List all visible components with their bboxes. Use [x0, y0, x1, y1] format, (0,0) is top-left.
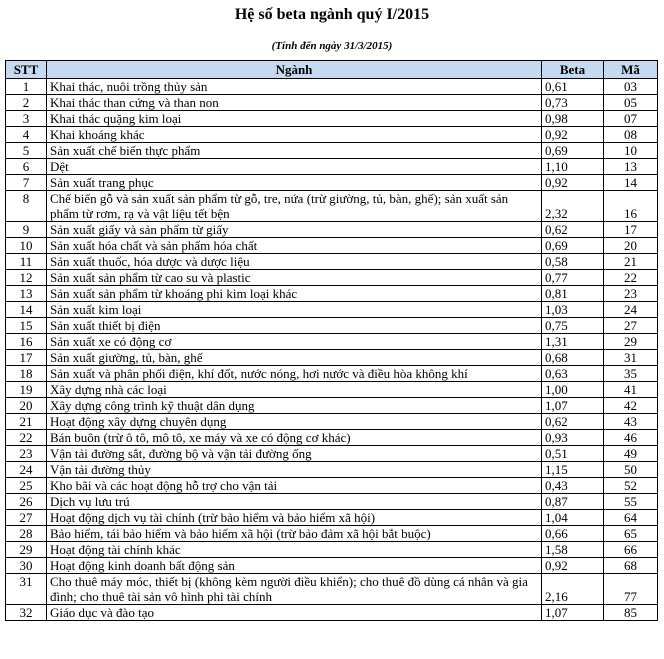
row-stt: 20	[6, 398, 47, 414]
row-code: 27	[604, 318, 658, 334]
table-row	[6, 95, 658, 111]
row-beta: 1,10	[542, 159, 604, 175]
row-beta: 0,75	[542, 318, 604, 334]
row-beta: 0,93	[542, 430, 604, 446]
row-code: 05	[604, 95, 658, 111]
row-beta: 1,31	[542, 334, 604, 350]
row-industry: Bảo hiểm, tái bảo hiểm và bảo hiểm xã hội (trừ bảo đảm xã hội bắt buộc)	[47, 526, 542, 542]
row-stt: 8	[6, 191, 47, 222]
table-row	[6, 574, 658, 605]
table-row	[6, 111, 658, 127]
row-industry: Hoạt động dịch vụ tài chính (trừ bảo hiểm và bảo hiểm xã hội)	[47, 510, 542, 526]
table-row	[6, 350, 658, 366]
table-row	[6, 334, 658, 350]
row-code: 35	[604, 366, 658, 382]
row-industry: Sản xuất xe có động cơ	[47, 334, 542, 350]
beta-table	[5, 60, 658, 621]
row-beta: 1,07	[542, 398, 604, 414]
table-row	[6, 318, 658, 334]
row-industry: Hoạt động tài chính khác	[47, 542, 542, 558]
row-industry: Sản xuất chế biến thực phẩm	[47, 143, 542, 159]
row-beta: 0,73	[542, 95, 604, 111]
row-stt: 5	[6, 143, 47, 159]
row-code: 29	[604, 334, 658, 350]
row-beta: 1,03	[542, 302, 604, 318]
row-industry: Chế biến gỗ và sản xuất sản phẩm từ gỗ, tre, nứa (trừ giường, tủ, bàn, ghế); sản xuất sản phẩm từ rơm, rạ và vật liệu tết bện	[47, 191, 542, 222]
row-code: 31	[604, 350, 658, 366]
row-stt: 19	[6, 382, 47, 398]
row-beta: 2,32	[542, 191, 604, 222]
row-stt: 9	[6, 222, 47, 238]
table-row	[6, 542, 658, 558]
row-code: 55	[604, 494, 658, 510]
row-code: 21	[604, 254, 658, 270]
row-beta: 0,69	[542, 238, 604, 254]
row-beta: 1,00	[542, 382, 604, 398]
table-row	[6, 286, 658, 302]
row-beta: 0,66	[542, 526, 604, 542]
table-row	[6, 478, 658, 494]
row-beta: 2,16	[542, 574, 604, 605]
row-stt: 28	[6, 526, 47, 542]
row-stt: 6	[6, 159, 47, 175]
header-industry: Ngành	[47, 61, 542, 79]
row-industry: Kho bãi và các hoạt động hỗ trợ cho vận tải	[47, 478, 542, 494]
row-stt: 7	[6, 175, 47, 191]
table-row	[6, 254, 658, 270]
table-row	[6, 398, 658, 414]
row-industry: Bán buôn (trừ ô tô, mô tô, xe máy và xe có động cơ khác)	[47, 430, 542, 446]
row-stt: 25	[6, 478, 47, 494]
row-code: 52	[604, 478, 658, 494]
row-industry: Hoạt động xây dựng chuyên dụng	[47, 414, 542, 430]
row-code: 77	[604, 574, 658, 605]
table-row	[6, 430, 658, 446]
row-industry: Khai khoáng khác	[47, 127, 542, 143]
row-industry: Khai thác quặng kim loại	[47, 111, 542, 127]
row-code: 50	[604, 462, 658, 478]
row-beta: 0,92	[542, 558, 604, 574]
row-beta: 1,58	[542, 542, 604, 558]
table-row	[6, 494, 658, 510]
row-code: 10	[604, 143, 658, 159]
row-industry: Sản xuất kim loại	[47, 302, 542, 318]
row-stt: 11	[6, 254, 47, 270]
page-title: Hệ số beta ngành quý I/2015	[234, 6, 430, 23]
table-row	[6, 302, 658, 318]
row-stt: 16	[6, 334, 47, 350]
table-row	[6, 191, 658, 222]
row-code: 08	[604, 127, 658, 143]
row-industry: Khai thác, nuôi trồng thủy sản	[47, 79, 542, 95]
row-stt: 4	[6, 127, 47, 143]
header-beta: Beta	[542, 61, 604, 79]
table-row	[6, 526, 658, 542]
table-row	[6, 175, 658, 191]
row-stt: 15	[6, 318, 47, 334]
row-industry: Sản xuất thuốc, hóa dược và dược liệu	[47, 254, 542, 270]
row-beta: 0,81	[542, 286, 604, 302]
header-code: Mã	[604, 61, 658, 79]
row-industry: Sản xuất hóa chất và sản phẩm hóa chất	[47, 238, 542, 254]
row-industry: Sản xuất giấy và sản phẩm từ giấy	[47, 222, 542, 238]
row-code: 14	[604, 175, 658, 191]
row-stt: 10	[6, 238, 47, 254]
row-stt: 21	[6, 414, 47, 430]
row-code: 42	[604, 398, 658, 414]
table-row	[6, 414, 658, 430]
row-industry: Xây dựng nhà các loại	[47, 382, 542, 398]
row-stt: 29	[6, 542, 47, 558]
row-industry: Giáo dục và đào tạo	[47, 605, 542, 621]
table-row	[6, 510, 658, 526]
row-beta: 0,43	[542, 478, 604, 494]
row-stt: 12	[6, 270, 47, 286]
row-beta: 0,61	[542, 79, 604, 95]
row-beta: 0,77	[542, 270, 604, 286]
row-code: 41	[604, 382, 658, 398]
row-code: 16	[604, 191, 658, 222]
row-stt: 26	[6, 494, 47, 510]
row-industry: Sản xuất trang phục	[47, 175, 542, 191]
row-industry: Sản xuất và phân phối điện, khí đốt, nước nóng, hơi nước và điều hòa không khí	[47, 366, 542, 382]
row-stt: 17	[6, 350, 47, 366]
row-beta: 0,68	[542, 350, 604, 366]
table-row	[6, 159, 658, 175]
row-code: 07	[604, 111, 658, 127]
row-code: 17	[604, 222, 658, 238]
row-industry: Dệt	[47, 159, 542, 175]
table-row	[6, 446, 658, 462]
table-row	[6, 143, 658, 159]
row-beta: 0,51	[542, 446, 604, 462]
row-code: 13	[604, 159, 658, 175]
row-beta: 0,62	[542, 222, 604, 238]
row-code: 03	[604, 79, 658, 95]
row-beta: 1,15	[542, 462, 604, 478]
row-industry: Dịch vụ lưu trú	[47, 494, 542, 510]
row-beta: 1,07	[542, 605, 604, 621]
row-industry: Hoạt động kinh doanh bất động sản	[47, 558, 542, 574]
row-industry: Vận tải đường thủy	[47, 462, 542, 478]
table-row	[6, 558, 658, 574]
row-code: 20	[604, 238, 658, 254]
table-row	[6, 605, 658, 621]
row-code: 85	[604, 605, 658, 621]
row-industry: Vận tải đường sắt, đường bộ và vận tải đường ống	[47, 446, 542, 462]
row-stt: 14	[6, 302, 47, 318]
table-row	[6, 270, 658, 286]
row-code: 68	[604, 558, 658, 574]
header-stt: STT	[6, 61, 47, 79]
row-industry: Cho thuê máy móc, thiết bị (không kèm người điều khiển); cho thuê đồ dùng cá nhân và gia đình; cho thuê tài sản vô hình phi tài chính	[47, 574, 542, 605]
row-stt: 23	[6, 446, 47, 462]
row-beta: 0,62	[542, 414, 604, 430]
row-beta: 0,63	[542, 366, 604, 382]
row-industry: Khai thác than cứng và than non	[47, 95, 542, 111]
row-stt: 31	[6, 574, 47, 605]
row-industry: Sản xuất sản phẩm từ khoáng phi kim loại khác	[47, 286, 542, 302]
table-row	[6, 127, 658, 143]
row-beta: 0,87	[542, 494, 604, 510]
page-subtitle: (Tính đến ngày 31/3/2015)	[271, 40, 393, 52]
row-stt: 24	[6, 462, 47, 478]
row-code: 65	[604, 526, 658, 542]
row-stt: 3	[6, 111, 47, 127]
row-stt: 30	[6, 558, 47, 574]
table-row	[6, 366, 658, 382]
row-stt: 27	[6, 510, 47, 526]
table-row	[6, 222, 658, 238]
row-beta: 0,92	[542, 127, 604, 143]
row-code: 23	[604, 286, 658, 302]
row-code: 46	[604, 430, 658, 446]
row-beta: 0,58	[542, 254, 604, 270]
row-industry: Sản xuất sản phẩm từ cao su và plastic	[47, 270, 542, 286]
row-industry: Sản xuất giường, tủ, bàn, ghế	[47, 350, 542, 366]
row-beta: 0,92	[542, 175, 604, 191]
row-stt: 18	[6, 366, 47, 382]
table-body	[6, 79, 658, 621]
table-row	[6, 382, 658, 398]
row-code: 24	[604, 302, 658, 318]
row-code: 22	[604, 270, 658, 286]
row-code: 64	[604, 510, 658, 526]
table-row	[6, 462, 658, 478]
row-stt: 32	[6, 605, 47, 621]
row-stt: 13	[6, 286, 47, 302]
row-stt: 2	[6, 95, 47, 111]
row-beta: 0,98	[542, 111, 604, 127]
row-beta: 1,04	[542, 510, 604, 526]
header-row	[6, 61, 658, 79]
row-stt: 1	[6, 79, 47, 95]
row-stt: 22	[6, 430, 47, 446]
row-beta: 0,69	[542, 143, 604, 159]
row-code: 43	[604, 414, 658, 430]
table-row	[6, 238, 658, 254]
row-code: 49	[604, 446, 658, 462]
row-industry: Xây dựng công trình kỹ thuật dân dụng	[47, 398, 542, 414]
table-row	[6, 79, 658, 95]
row-industry: Sản xuất thiết bị điện	[47, 318, 542, 334]
table-header	[6, 61, 658, 79]
row-code: 66	[604, 542, 658, 558]
